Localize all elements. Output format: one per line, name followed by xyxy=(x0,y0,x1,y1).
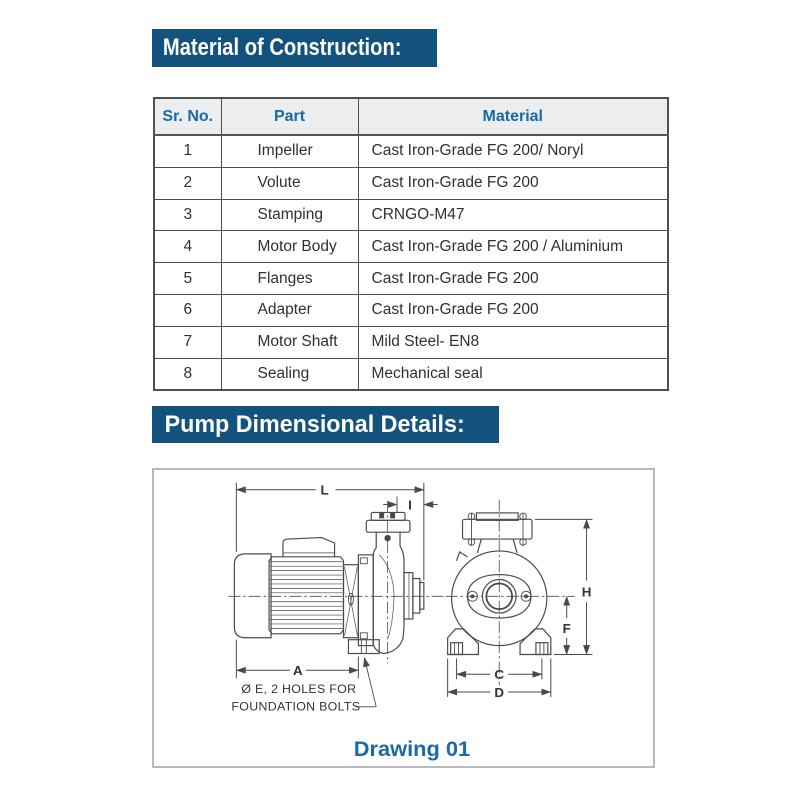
dim-label-d: D xyxy=(494,684,505,700)
section-title-material-text: Material of Construction: xyxy=(162,34,402,61)
cell-sr-no: 5 xyxy=(154,263,221,295)
discharge-flange xyxy=(404,573,424,619)
table-row xyxy=(154,358,668,390)
cell-part: Motor Body xyxy=(221,231,358,263)
dim-label-i: I xyxy=(408,497,412,513)
header-part: Part xyxy=(221,98,358,135)
drawing-caption: Drawing 01 xyxy=(353,736,471,762)
cell-sr-no: 2 xyxy=(154,167,221,199)
cell-part: Volute xyxy=(221,167,358,199)
shaft-end xyxy=(348,593,353,605)
motor-end-cap xyxy=(234,554,271,638)
header-row xyxy=(154,98,668,135)
dim-label-c: C xyxy=(494,667,505,683)
materials-table-header xyxy=(154,98,668,135)
cell-sr-no: 3 xyxy=(154,199,221,231)
table-row xyxy=(154,231,668,263)
cell-part: Flanges xyxy=(221,263,358,295)
section-title-dimensions xyxy=(152,406,499,443)
pump-dimensional-drawing xyxy=(152,468,655,768)
terminal-box xyxy=(283,538,335,557)
cell-part: Adapter xyxy=(221,294,358,326)
section-title-material xyxy=(152,29,437,67)
cell-sr-no: 6 xyxy=(154,294,221,326)
header-sr-no: Sr. No. xyxy=(154,98,221,135)
table-row xyxy=(154,167,668,199)
pump-drawing-svg xyxy=(154,470,653,766)
section-title-dimensions-text: Pump Dimensional Details: xyxy=(164,410,465,438)
volute-casing-side xyxy=(373,546,404,654)
cell-part: Impeller xyxy=(221,135,358,167)
dim-label-l: L xyxy=(320,482,329,498)
cell-sr-no: 1 xyxy=(154,135,221,167)
pump-side-view xyxy=(228,501,444,664)
dim-label-f: F xyxy=(562,620,571,636)
cell-material: Cast Iron-Grade FG 200 / Aluminium xyxy=(358,231,668,263)
cell-sr-no: 7 xyxy=(154,326,221,358)
dim-label-h: H xyxy=(581,584,592,600)
pump-front-view xyxy=(446,500,575,685)
table-row xyxy=(154,294,668,326)
motor-fin-body xyxy=(269,557,343,634)
front-suction-flange xyxy=(463,519,532,539)
note-line-2: FOUNDATION BOLTS xyxy=(231,699,361,714)
suction-flange-cap xyxy=(371,512,405,520)
cell-material: Cast Iron-Grade FG 200/ Noryl xyxy=(358,135,668,167)
cell-sr-no: 4 xyxy=(154,231,221,263)
dimension-i xyxy=(383,497,438,513)
dim-label-a: A xyxy=(293,663,303,679)
cell-part: Motor Shaft xyxy=(221,326,358,358)
dimension-a xyxy=(236,640,358,679)
cell-material: Mechanical seal xyxy=(358,358,668,390)
casing-ear-tab xyxy=(457,552,468,561)
cell-material: Mild Steel- EN8 xyxy=(358,326,668,358)
dimension-f xyxy=(563,596,571,654)
suction-flange-bolt xyxy=(384,535,390,541)
table-row xyxy=(154,135,668,167)
cell-part: Sealing xyxy=(221,358,358,390)
cell-sr-no: 8 xyxy=(154,358,221,390)
materials-table xyxy=(153,97,669,391)
materials-table-body xyxy=(154,135,668,390)
table-row xyxy=(154,199,668,231)
cell-material: Cast Iron-Grade FG 200 xyxy=(358,167,668,199)
cell-material: Cast Iron-Grade FG 200 xyxy=(358,294,668,326)
note-line-1: Ø E, 2 HOLES FOR xyxy=(241,682,357,696)
table-row xyxy=(154,326,668,358)
foundation-bolt-note xyxy=(231,657,376,713)
cell-material: CRNGO-M47 xyxy=(358,199,668,231)
cell-part: Stamping xyxy=(221,199,358,231)
casing-back-plate xyxy=(358,555,373,646)
motor-fins xyxy=(270,562,342,629)
table-row xyxy=(154,263,668,295)
header-material: Material xyxy=(358,98,668,135)
cell-material: Cast Iron-Grade FG 200 xyxy=(358,263,668,295)
suction-flange xyxy=(366,520,410,532)
